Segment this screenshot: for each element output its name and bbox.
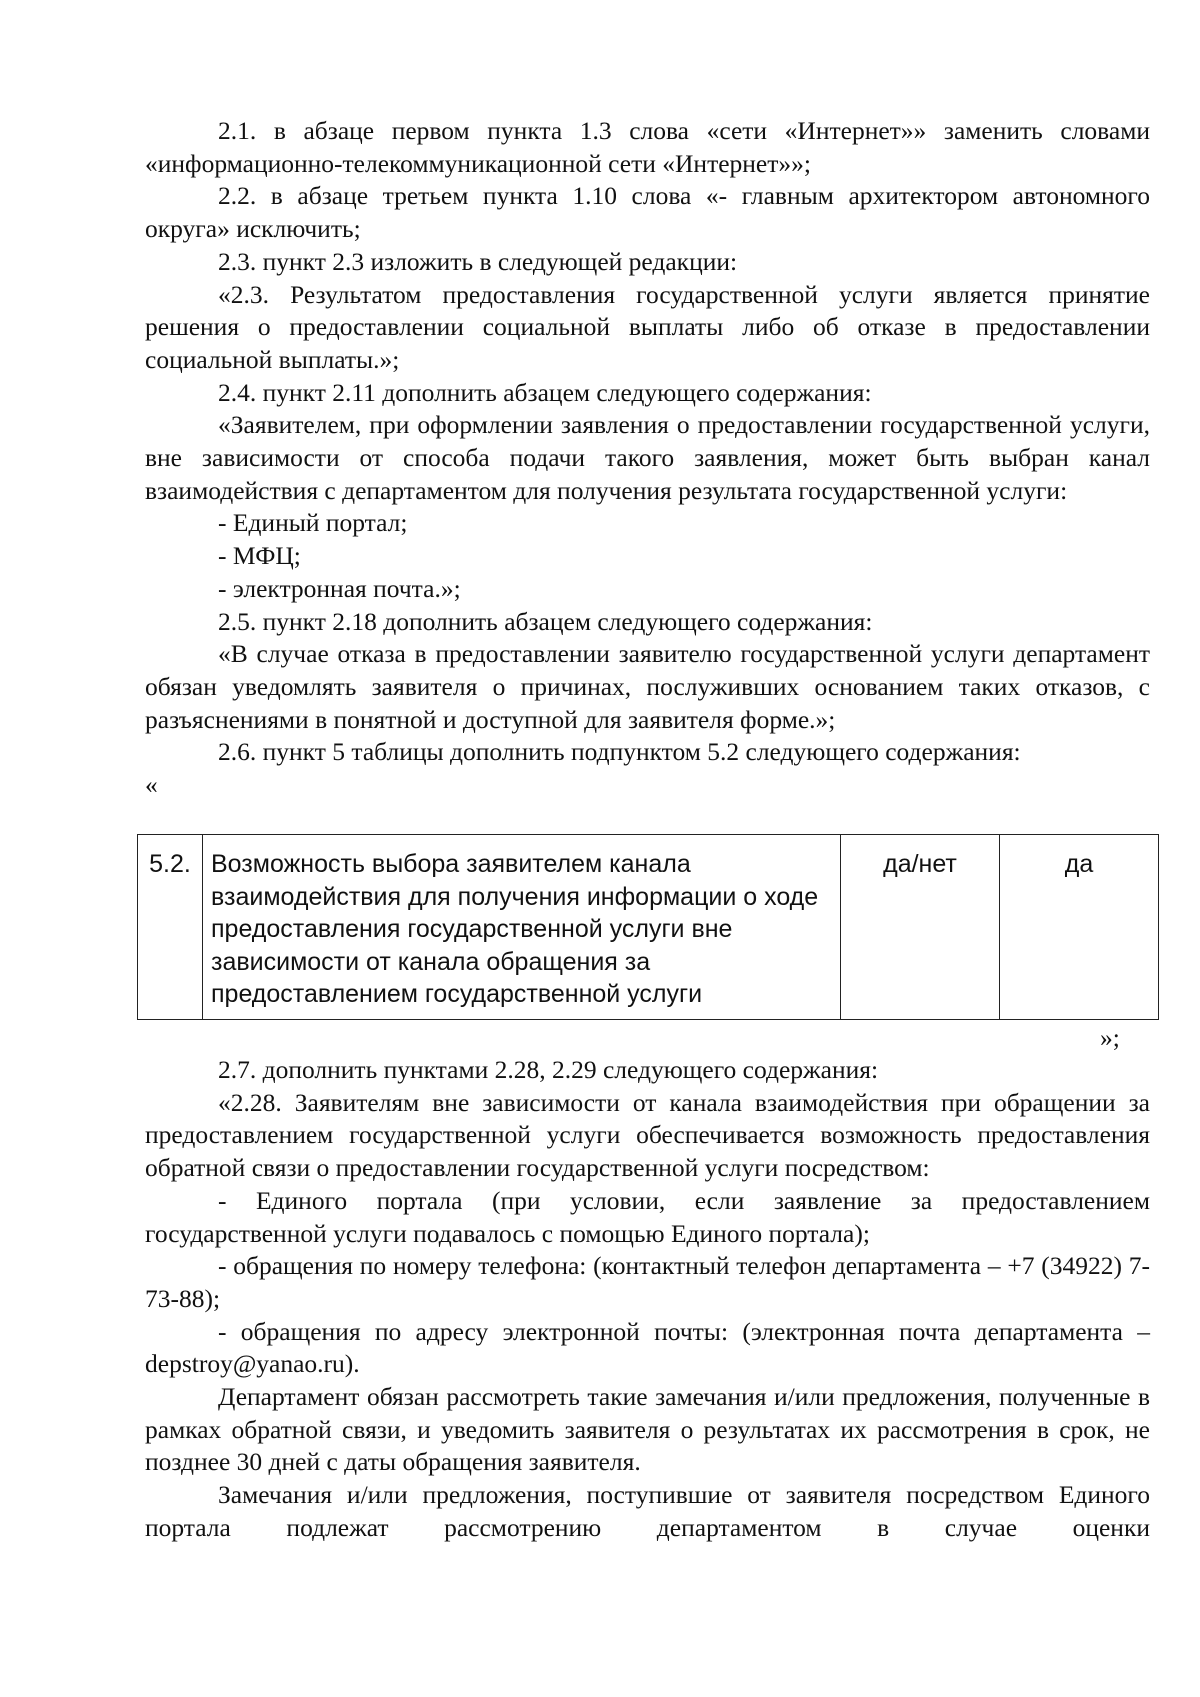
- paragraph-2-2: 2.2. в абзаце третьем пункта 1.10 слова «- главным архитектором автономного округа» исключить;: [145, 181, 1150, 244]
- amendments-bottom: [145, 1054, 1150, 1545]
- paragraph-2-3: 2.3. пункт 2.3 изложить в следующей редакции:: [218, 246, 738, 276]
- list-item-feedback-email: - обращения по адресу электронной почты: (электронная почта департамента – depstroy@yanao.ru).: [145, 1316, 1150, 1379]
- table-close-quote: »;: [1100, 1023, 1120, 1052]
- table-row: [138, 835, 1159, 1020]
- list-item-feedback-phone: - обращения по номеру телефона: (контактный телефон департамента – +7 (34922) 7-73-88);: [145, 1251, 1150, 1313]
- paragraph-2-6: 2.6. пункт 5 таблицы дополнить подпунктом 5.2 следующего содержания:: [218, 737, 1021, 767]
- list-item-portal: - Единый портал;: [218, 508, 408, 538]
- paragraph-2-4-quote: «Заявителем, при оформлении заявления о предоставлении государственной услуги, вне зависимости от способа подачи такого заявления, может быть выбран канал взаимодействия с департаментом для получения результата государственной услуги:: [145, 410, 1150, 505]
- table-open-quote: «: [145, 770, 158, 800]
- list-item-mfc: - МФЦ;: [218, 541, 301, 571]
- table-cell-unit: да/нет: [841, 835, 1000, 1020]
- paragraph-2-5: 2.5. пункт 2.18 дополнить абзацем следующего содержания:: [218, 606, 873, 636]
- table-cell-value: да: [1000, 835, 1159, 1020]
- table-cell-description: Возможность выбора заявителем канала взаимодействия для получения информации о ходе предоставления государственной услуги вне зависимости от канала обращения за предоставлением государственной услуги: [203, 835, 841, 1020]
- paragraph-2-4: 2.4. пункт 2.11 дополнить абзацем следующего содержания:: [218, 377, 872, 407]
- list-item-feedback-portal: - Единого портала (при условии, если заявление за предоставлением государственной услуги подавалось с помощью Единого портала);: [145, 1185, 1150, 1248]
- list-item-email: - электронная почта.»;: [218, 573, 461, 603]
- amendment-table: [137, 834, 1159, 1020]
- paragraph-2-7: 2.7. дополнить пунктами 2.28, 2.29 следующего содержания:: [218, 1055, 879, 1084]
- paragraph-department-obligation: Департамент обязан рассмотреть такие замечания и/или предложения, полученные в рамках обратной связи, и уведомить заявителя о результатах их рассмотрения в срок, не позднее 30 дней с даты обращения заявителя.: [145, 1382, 1150, 1477]
- paragraph-2-3-quote: «2.3. Результатом предоставления государственной услуги является принятие решения о предоставлении социальной выплаты либо об отказе в предоставлении социальной выплаты.»;: [145, 279, 1150, 374]
- paragraph-2-1: 2.1. в абзаце первом пункта 1.3 слова «сети «Интернет»» заменить словами «информационно-телекоммуникационной сети «Интернет»»;: [145, 116, 1150, 178]
- amendments-top: [145, 115, 1150, 801]
- paragraph-2-28: «2.28. Заявителям вне зависимости от канала взаимодействия при обращении за предоставлением государственной услуги обеспечивается возможность предоставления обратной связи о предоставлении государственной услуги посредством:: [145, 1087, 1150, 1183]
- table-cell-number: 5.2.: [138, 835, 203, 1020]
- paragraph-remarks: Замечания и/или предложения, поступившие от заявителя посредством Единого портала подлежат рассмотрению департаментом в случае оценки: [145, 1480, 1150, 1542]
- paragraph-2-5-quote: «В случае отказа в предоставлении заявителю государственной услуги департамент обязан уведомлять заявителя о причинах, послуживших основанием таких отказов, с разъяснениями в понятной и доступной для заявителя форме.»;: [145, 639, 1150, 734]
